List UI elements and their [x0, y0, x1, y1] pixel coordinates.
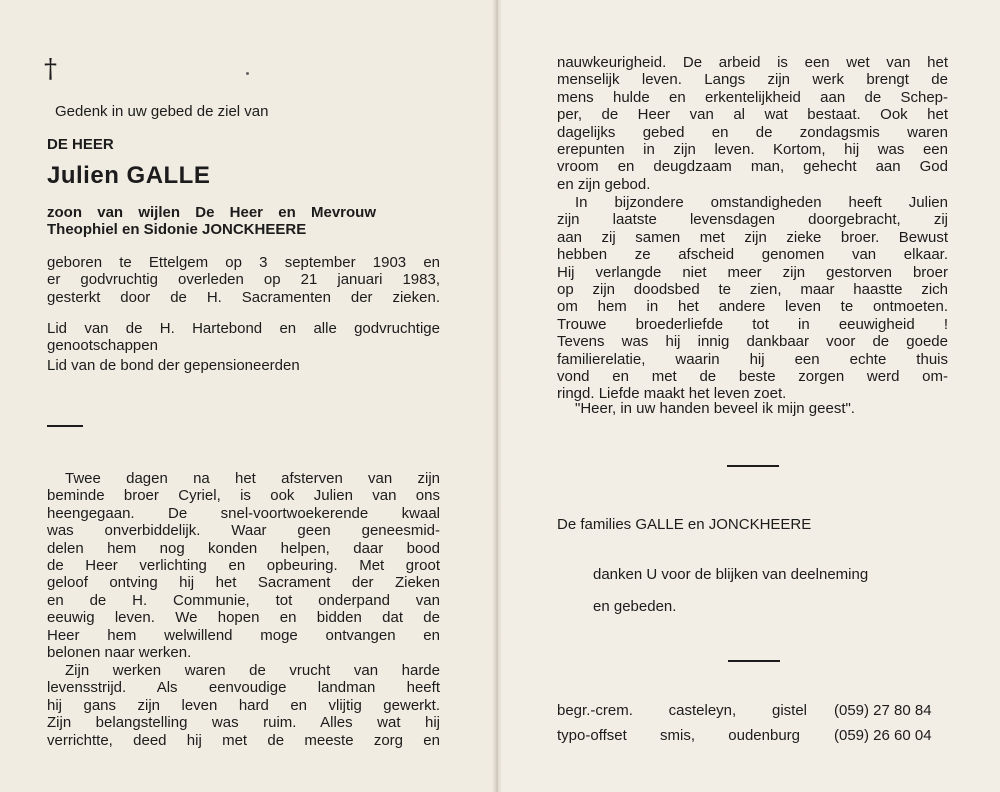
center-fold [492, 0, 502, 792]
text-line: per, de Heer van al wat bestaat. Ook het [557, 106, 948, 124]
birth-line: er godvruchtig overleden op 21 januari 1983, [47, 271, 440, 289]
text-line: vond en met de beste zorgen werd om- [557, 367, 948, 385]
text-line: en zijn gebod. [557, 175, 651, 193]
intro-text: Gedenk in uw gebed de ziel van [55, 103, 269, 120]
biography-paragraph [47, 662, 440, 749]
biography-paragraph [557, 194, 948, 403]
text-line: mens hulde en erkentelijkheid aan de Schep- [557, 88, 948, 106]
parents-line: zoon van wijlen De Heer en Mevrouw [47, 204, 376, 221]
text-line: delen hem nog konden helpen, daar bood [47, 539, 440, 557]
credit-name: begr.-crem. casteleyn, gistel [557, 702, 807, 719]
honorific-title: DE HEER [47, 136, 114, 153]
text-line: Tevens was hij innig dankbaar voor de goede [557, 333, 948, 351]
credit-phone: (059) 26 60 04 [834, 727, 932, 744]
membership-line: genootschappen [47, 337, 158, 355]
credit-phone: (059) 27 80 84 [834, 702, 932, 719]
biography-paragraph [47, 470, 440, 661]
printer-credit-phone [834, 727, 932, 744]
text-line: belonen naar werken. [47, 643, 192, 661]
text-line: ringd. Liefde maakt het leven zoet. [557, 385, 787, 403]
membership-block [47, 320, 440, 355]
closing-quote: "Heer, in uw handen beveel ik mijn geest". [575, 400, 855, 417]
text-line: was onverbiddelijk. Waar geen geneesmid- [47, 522, 440, 540]
birth-line: geboren te Ettelgem op 3 september 1903 en [47, 254, 440, 271]
text-line: Heer hem welwillend moge ontvangen en [47, 626, 440, 644]
credit-name: typo-offset smis, oudenburg [557, 727, 800, 744]
text-line: en de H. Communie, tot onderpand van [47, 591, 440, 609]
divider [728, 660, 780, 662]
text-line: familierelatie, waarin hij een echte thuis [557, 350, 948, 368]
printer-credit-name [557, 727, 800, 744]
left-page [0, 0, 497, 792]
text-line: erepunten in zijn leven. Kortom, hij was een [557, 140, 948, 158]
text-line: vroom en deugdzaam man, gehecht aan God [557, 158, 948, 176]
printer-credit-phone [834, 702, 932, 719]
text-line: eeuwig leven. We hopen en bidden dat de [47, 609, 440, 627]
text-line: heengegaan. De snel-voortwoekerende kwaal [47, 504, 440, 522]
deceased-name: Julien GALLE [47, 162, 211, 189]
text-line: aan zij samen met zijn zieke broer. Bewust [557, 228, 948, 246]
text-line: Zijn belangstelling was ruim. Alles wat hij [47, 714, 440, 732]
text-line: zijn laatste levensdagen doorgebracht, zij [557, 211, 948, 229]
membership-line: Lid van de bond der gepensioneerden [47, 357, 300, 374]
parents-block [47, 204, 376, 239]
text-line: verrichtte, deed hij met de meeste zorg en [47, 731, 440, 749]
text-line: de Heer verlichting en opbeuring. Met groot [47, 556, 440, 574]
text-line: op zijn doodsbed te zien, maar haastte zich [557, 280, 948, 298]
right-page [497, 0, 1000, 792]
divider [727, 465, 779, 467]
divider [47, 425, 83, 427]
cross-icon: † [44, 54, 57, 84]
text-line: Hij verlangde niet meer zijn gestorven broer [557, 263, 948, 281]
text-line: nauwkeurigheid. De arbeid is een wet van het [557, 54, 948, 71]
families-line: De families GALLE en JONCKHEERE [557, 516, 812, 533]
thanks-line: danken U voor de blijken van deelneming [593, 566, 869, 583]
text-line: Trouwe broederliefde tot in eeuwigheid ! [557, 315, 948, 333]
membership-line: Lid van de H. Hartebond en alle godvruchtige [47, 320, 440, 337]
thanks-line: en gebeden. [593, 598, 677, 615]
birth-death-block [47, 254, 440, 306]
birth-line: gesterkt door de H. Sacramenten der zieken. [47, 288, 440, 306]
text-line: geloof ontving hij het Sacrament der Zieken [47, 574, 440, 592]
text-line: dagelijks gebed en de zondagsmis waren [557, 123, 948, 141]
text-line: levensstrijd. Als eenvoudige landman heeft [47, 679, 440, 697]
text-line: hij gans zijn leven hard en vlijtig gewerkt. [47, 696, 440, 714]
text-line: beminde broer Cyriel, is ook Julien van ons [47, 487, 440, 505]
printer-credit-name [557, 702, 807, 719]
text-line: menselijk leven. Langs zijn werk brengt de [557, 71, 948, 89]
text-line: In bijzondere omstandigheden heeft Julien [575, 194, 948, 211]
text-line: Zijn werken waren de vrucht van harde [65, 662, 440, 679]
text-line: Twee dagen na het afsterven van zijn [65, 470, 440, 487]
text-line: hebben ze afscheid genomen van elkaar. [557, 246, 948, 264]
parents-line: Theophiel en Sidonie JONCKHEERE [47, 221, 307, 239]
text-line: om hem in het andere leven te ontmoeten. [557, 298, 948, 316]
print-speck [246, 72, 249, 75]
biography-paragraph [557, 54, 948, 193]
